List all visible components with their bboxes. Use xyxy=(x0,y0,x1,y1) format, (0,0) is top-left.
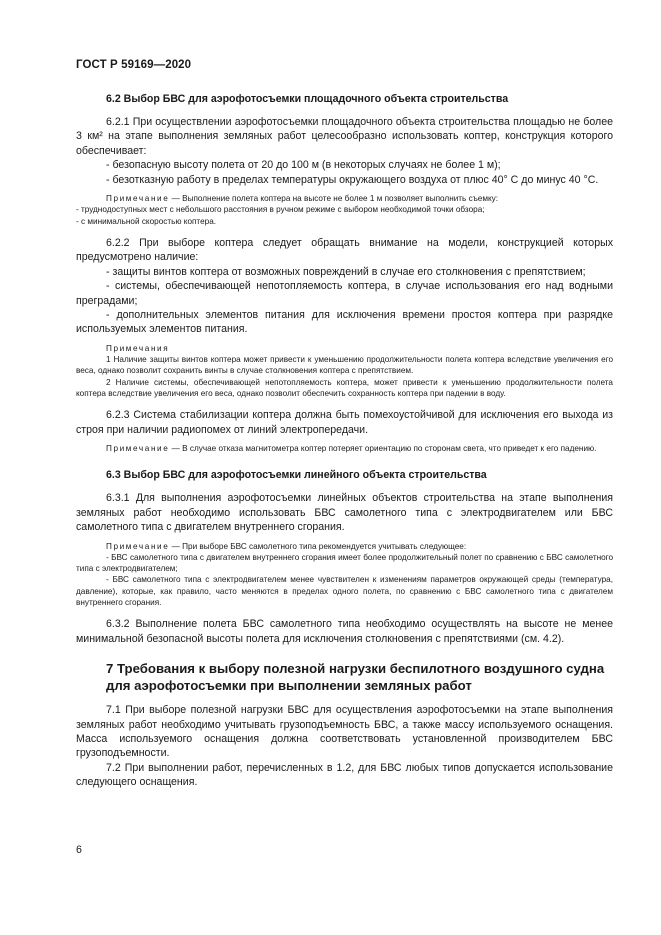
note-6-2-3 xyxy=(76,443,613,454)
paragraph-6-2-2: 6.2.2 При выборе коптера следует обращать внимание на модели, конструкцией которых предусмотрено наличие: xyxy=(76,236,613,264)
paragraph-6-2-1: 6.2.1 При осуществлении аэрофотосъемки площадочного объекта строительства площадью не более 3 км² на этапе выполнения земляных работ целесообразно использовать коптер, конструкция которого обеспечивает: xyxy=(76,116,613,157)
list-item: - защиты винтов коптера от возможных повреждений в случае его столкновения с препятствием; xyxy=(106,265,586,278)
note-item: - с минимальной скоростью коптера. xyxy=(76,216,217,226)
note-text: — При выборе БВС самолетного типа рекомендуется учитывать следующее: xyxy=(169,541,467,551)
paragraph-7-1: 7.1 При выборе полезной нагрузки БВС для осуществления аэрофотосъемки на этапе выполнения земляных работ необходимо учитывать грузоподъемность БВС, а также массу используемого оснащения. Масса используемого оснащения должна соответствовать установленной производителем БВС грузоподъемности. xyxy=(76,704,613,760)
note-item: - БВС самолетного типа с электродвигателем менее чувствителен к изменениям параметров окружающей среды (температура, давление), которые, как правило, часто меняются в пределах одного полета, по сравнению с БВС самолетного типа с двигателем внутреннего сгорания. xyxy=(76,575,613,608)
list-item: - системы, обеспечивающей непотопляемость коптера, в случае использования его над водными преградами; xyxy=(76,280,613,307)
note-6-3-1 xyxy=(76,541,613,552)
section-6-3-title: 6.3 Выбор БВС для аэрофотосъемки линейного объекта строительства xyxy=(106,469,487,482)
notes-label: Примечания xyxy=(106,343,170,353)
page-number: 6 xyxy=(76,844,82,856)
note-text: — Выполнение полета коптера на высоте не более 1 м позволяет выполнить съемку: xyxy=(169,194,499,204)
standard-header: ГОСТ Р 59169—2020 xyxy=(76,59,192,71)
list-item: - дополнительных элементов питания для исключения времени простоя коптера при разрядке используемых элементов питания. xyxy=(76,308,613,336)
section-7-title: 7 Требования к выбору полезной нагрузки беспилотного воздушного судна для аэрофотосъемки при выполнении земляных работ xyxy=(106,661,605,694)
note-label: Примечание xyxy=(106,194,170,204)
paragraph-7-2: 7.2 При выполнении работ, перечисленных в 1.2, для БВС любых типов допускается использование следующего оснащения. xyxy=(76,761,613,789)
list-item: - безопасную высоту полета от 20 до 100 м (в некоторых случаях не более 1 м); xyxy=(106,159,501,172)
note-label: Примечание xyxy=(106,444,170,454)
note-text: — В случае отказа магнитометра коптер потеряет ориентацию по сторонам света, что приведет к его падению. xyxy=(169,444,597,454)
page-content xyxy=(76,92,613,790)
note-item: - БВС самолетного типа с двигателем внутреннего сгорания имеет более продолжительный полет по сравнению с БВС самолетного типа с электродвигателем; xyxy=(76,552,613,574)
paragraph-6-2-3: 6.2.3 Система стабилизации коптера должна быть помехоустойчивой для исключения его выхода из строя при наличии радиопомех от линий электропередачи. xyxy=(76,409,613,436)
paragraph-6-3-2: 6.3.2 Выполнение полета БВС самолетного типа необходимо осуществлять на высоте не менее минимальной безопасной высоты полета для исключения столкновения с препятствиями (см. 4.2). xyxy=(76,618,613,645)
section-6-2-title: 6.2 Выбор БВС для аэрофотосъемки площадочного объекта строительства xyxy=(106,93,509,105)
paragraph-6-3-1: 6.3.1 Для выполнения аэрофотосъемки линейных объектов строительства на этапе выполнения земляных работ необходимо использовать БВС самолетного типа с электродвигателем или БВС самолетного типа с двигателем внутреннего сгорания. xyxy=(76,492,613,534)
note-6-2-1 xyxy=(76,193,613,204)
note-label: Примечание xyxy=(106,541,170,551)
note-item: 2 Наличие системы, обеспечивающей непотопляемость коптера, может привести к уменьшению продолжительности полета коптера вследствие увеличения его веса, однако позволит обеспечить сохранность коптера при падении в воду. xyxy=(76,377,613,398)
note-item: - труднодоступных мест с небольшого расстояния в ручном режиме с выбором необходимой точки обзора; xyxy=(76,205,485,215)
note-item: 1 Наличие защиты винтов коптера может привести к уменьшению продолжительности полета коптера вследствие увеличения его веса, однако позволит сохранить винты в случае столкновения коптера с препятствием. xyxy=(76,355,613,376)
list-item: - безотказную работу в пределах температуры окружающего воздуха от плюс 40° С до минус 40 °С. xyxy=(106,173,599,186)
